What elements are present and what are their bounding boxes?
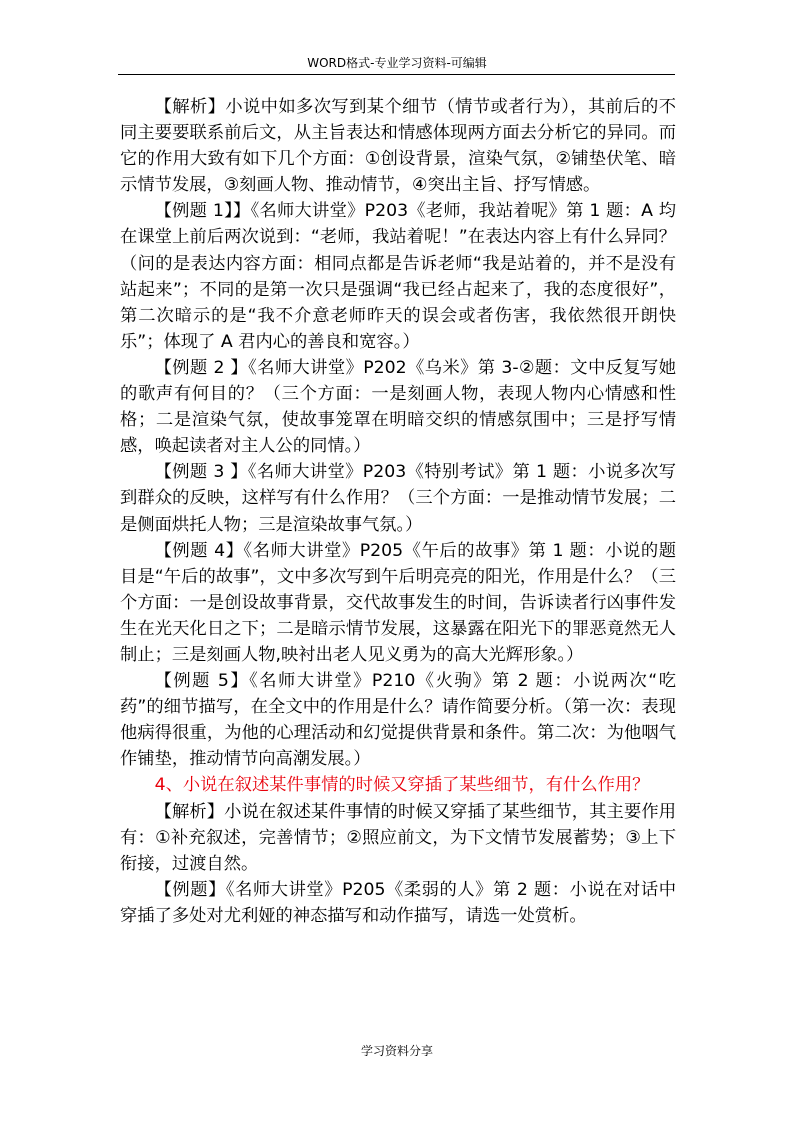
document-body [120,94,676,929]
example-3-paragraph: 【例题 3 】《名师大讲堂》P203《特别考试》第 1 题：小说多次写到群众的反映，这样写有什么作用？（三个方面：一是推动情节发展；二是侧面烘托人物；三是渲染故事气氛。） [120,462,676,535]
page-header: WORD格式-专业学习资料-可编辑 [307,56,487,70]
section-heading: 4、小说在叙述某件事情的时候又穿插了某些细节，有什么作用？ [154,775,650,796]
analysis-paragraph-2: 【解析】小说在叙述某件事情的时候又穿插了某些细节，其主要作用有：①补充叙述，完善情节；②照应前文，为下文情节发展蓄势；③上下衔接，过渡自然。 [120,801,676,874]
example-4-paragraph: 【例题 4】《名师大讲堂》P205《午后的故事》第 1 题：小说的题目是“午后的故事”，文中多次写到午后明亮亮的阳光，作用是什么？（三个方面：一是创设故事背景，交代故事发生的时间，告诉读者行凶事件发生在光天化日之下；二是暗示情节发展，这暴露在阳光下的罪恶竟然无人制止；三是刻画人物,映衬出老人见义勇为的高大光辉形象。） [120,540,676,665]
example-1-paragraph: 【例题 1】】《名师大讲堂》P203《老师，我站着呢》第 1 题：A 均在课堂上前后两次说到：“老师，我站着呢！”在表达内容上有什么异同？（问的是表达内容方面：相同点都是告诉老师“我是站着的，并不是没有站起来”；不同的是第一次只是强调“我已经占起来了，我的态度很好”，第二次暗示的是“我不介意老师昨天的误会或者伤害，我依然很开朗快乐”；体现了 A 君内心的善良和宽容。） [120,201,676,352]
example-2-paragraph: 【例题 2 】《名师大讲堂》P202《乌米》第 3-②题：文中反复写她的歌声有何目的？（三个方面：一是刻画人物，表现人物内心情感和性格；二是渲染气氛，使故事笼罩在明暗交织的情感氛围中；三是抒写情感，唤起读者对主人公的同情。） [120,357,676,457]
example-paragraph: 【例题】《名师大讲堂》P205《柔弱的人》第 2 题：小说在对话中穿插了多处对尤利娅的神态描写和动作描写，请选一处赏析。 [120,879,676,926]
analysis-paragraph: 【解析】小说中如多次写到某个细节（情节或者行为），其前后的不同主要要联系前后文，从主旨表达和情感体现两方面去分析它的异同。而它的作用大致有如下几个方面：①创设背景，渲染气氛，②铺垫伏笔、暗示情节发展，③刻画人物、推动情节，④突出主旨、抒写情感。 [120,97,676,196]
header-divider [118,74,675,75]
example-5-paragraph: 【例题 5】《名师大讲堂》P210《火驹》第 2 题：小说两次“吃药”的细节描写，在全文中的作用是什么？请作简要分析。（第一次：表现他病得很重，为他的心理活动和幻觉提供背景和条件。第二次：为他咽气作铺垫，推动情节向高潮发展。） [120,671,676,770]
page-footer: 学习资料分享 [360,1044,433,1058]
